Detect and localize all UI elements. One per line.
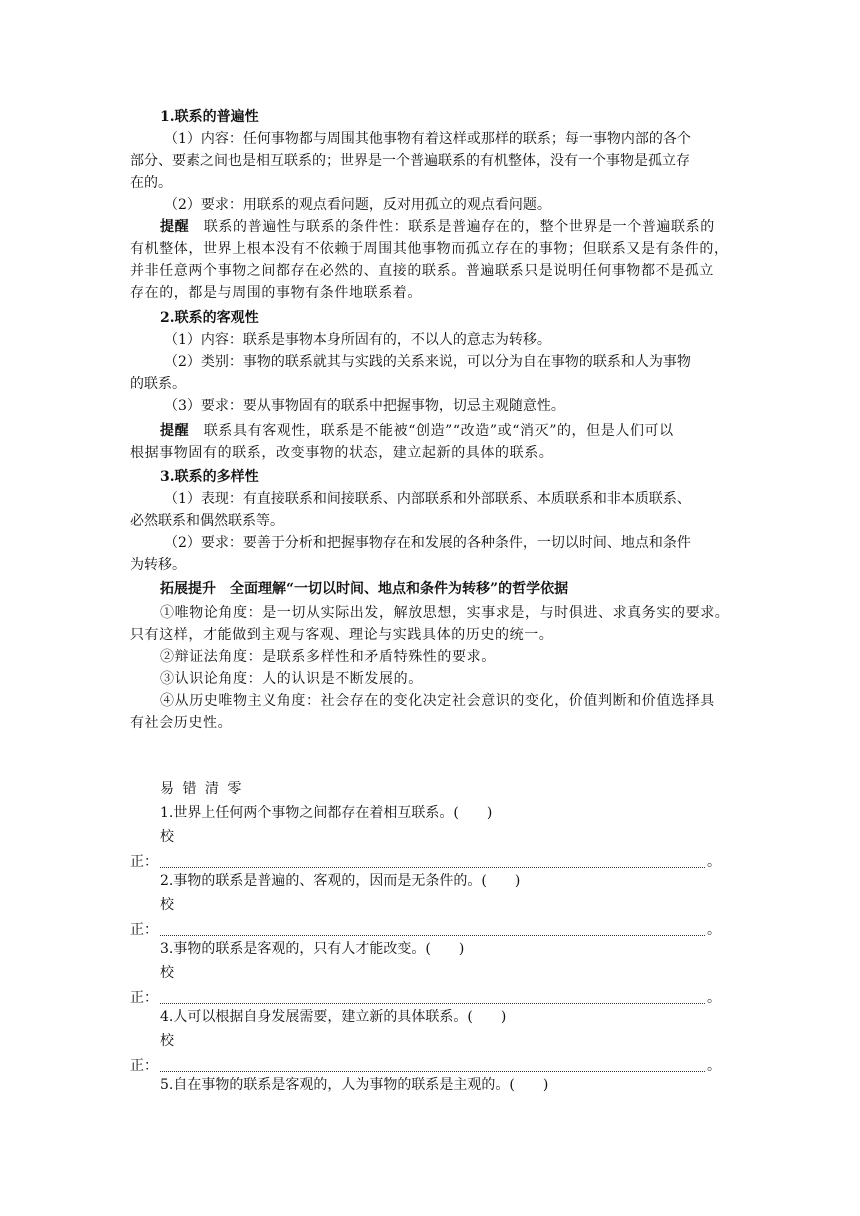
extension-heading: 拓展提升 全面理解“一切以时间、地点和条件为转移”的哲学依据 (160, 581, 569, 597)
tip-label: 提醒 (160, 423, 190, 439)
tip-line: 根据事物固有的联系，改变事物的状态，建立起新的具体的联系。 (130, 445, 554, 461)
correction-blank-line[interactable] (160, 934, 705, 936)
tip-paragraph (160, 420, 674, 442)
tip-paragraph (160, 216, 715, 238)
error-item: 4.人可以根据自身发展需要，建立新的具体联系。( ) (160, 1009, 507, 1025)
section-heading-universality: 1.联系的普遍性 (160, 109, 259, 125)
correction-blank-line[interactable] (160, 1002, 705, 1004)
correction-label-zheng: 正： (130, 854, 158, 870)
paragraph-line: 为转移。 (130, 557, 186, 573)
tip-label: 提醒 (160, 219, 190, 235)
tip-line: 存在的，都是与周围的事物有条件地联系着。 (130, 285, 422, 301)
paragraph-line: 在的。 (130, 175, 172, 191)
paragraph-line: （2）类别：事物的联系就其与实践的关系来说，可以分为自在事物的联系和人为事物 (164, 354, 691, 370)
correction-end-mark: 。 (707, 922, 721, 938)
tip-line: 并非任意两个事物之间都存在必然的、直接的联系。普遍联系只是说明任何事物都不是孤立 (130, 263, 714, 279)
error-item: 2.事物的联系是普遍的、客观的，因而是无条件的。( ) (160, 873, 521, 889)
errors-title: 易 错 清 零 (160, 781, 244, 797)
correction-label-jiao: 校 (160, 965, 174, 981)
correction-end-mark: 。 (707, 854, 721, 870)
tip-text: 联系的普遍性与联系的条件性：联系是普遍存在的，整个世界是一个普遍联系的 (203, 219, 715, 235)
error-item: 3.事物的联系是客观的，只有人才能改变。( ) (160, 941, 465, 957)
correction-label-jiao: 校 (160, 1033, 174, 1049)
correction-end-mark: 。 (707, 1058, 721, 1074)
extension-point: ④从历史唯物主义角度：社会存在的变化决定社会意识的变化，价值判断和价值选择具 (160, 693, 715, 709)
tip-text: 联系具有客观性，联系是不能被“创造”“改造”或“消灭”的，但是人们可以 (203, 423, 674, 439)
paragraph-line: 部分、要素之间也是相互联系的；世界是一个普遍联系的有机整体，没有一个事物是孤立存 (130, 153, 690, 169)
correction-label-zheng: 正： (130, 1058, 158, 1074)
paragraph-line: （1）内容：任何事物都与周围其他事物有着这样或那样的联系；每一事物内部的各个 (164, 131, 691, 147)
tip-line: 有机整体，世界上根本没有不依赖于周围其他事物而孤立存在的事物；但联系又是有条件的， (130, 241, 729, 257)
extension-point: ③认识论角度：人的认识是不断发展的。 (160, 671, 423, 687)
correction-blank-line[interactable] (160, 866, 705, 868)
paragraph-line: （2）要求：要善于分析和把握事物存在和发展的各种条件，一切以时间、地点和条件 (164, 535, 691, 551)
paragraph-line: （1）内容：联系是事物本身所固有的，不以人的意志为转移。 (164, 332, 551, 348)
section-heading-objectivity: 2.联系的客观性 (160, 310, 259, 326)
paragraph-line: （1）表现：有直接联系和间接联系、内部联系和外部联系、本质联系和非本质联系、 (164, 491, 691, 507)
correction-end-mark: 。 (707, 990, 721, 1006)
correction-label-jiao: 校 (160, 829, 174, 845)
correction-label-jiao: 校 (160, 897, 174, 913)
paragraph-line: （3）要求：要从事物固有的联系中把握事物，切忌主观随意性。 (164, 398, 565, 414)
error-item: 1.世界上任何两个事物之间都存在着相互联系。( ) (160, 805, 493, 821)
paragraph-line: 必然联系和偶然联系等。 (130, 513, 284, 529)
extension-point: ②辩证法角度：是联系多样性和矛盾特殊性的要求。 (160, 649, 496, 665)
correction-label-zheng: 正： (130, 922, 158, 938)
paragraph-line: 的联系。 (130, 376, 186, 392)
correction-blank-line[interactable] (160, 1070, 705, 1072)
extension-point: ①唯物论角度：是一切从实际出发，解放思想，实事求是，与时俱进、求真务实的要求。 (160, 605, 730, 621)
error-item: 5.自在事物的联系是客观的，人为事物的联系是主观的。( ) (160, 1077, 549, 1093)
extension-point-line: 只有这样，才能做到主观与客观、理论与实践具体的历史的统一。 (130, 627, 554, 643)
extension-point-line: 有社会历史性。 (130, 715, 233, 731)
paragraph-line: （2）要求：用联系的观点看问题，反对用孤立的观点看问题。 (164, 197, 551, 213)
correction-label-zheng: 正： (130, 990, 158, 1006)
section-heading-diversity: 3.联系的多样性 (160, 469, 259, 485)
